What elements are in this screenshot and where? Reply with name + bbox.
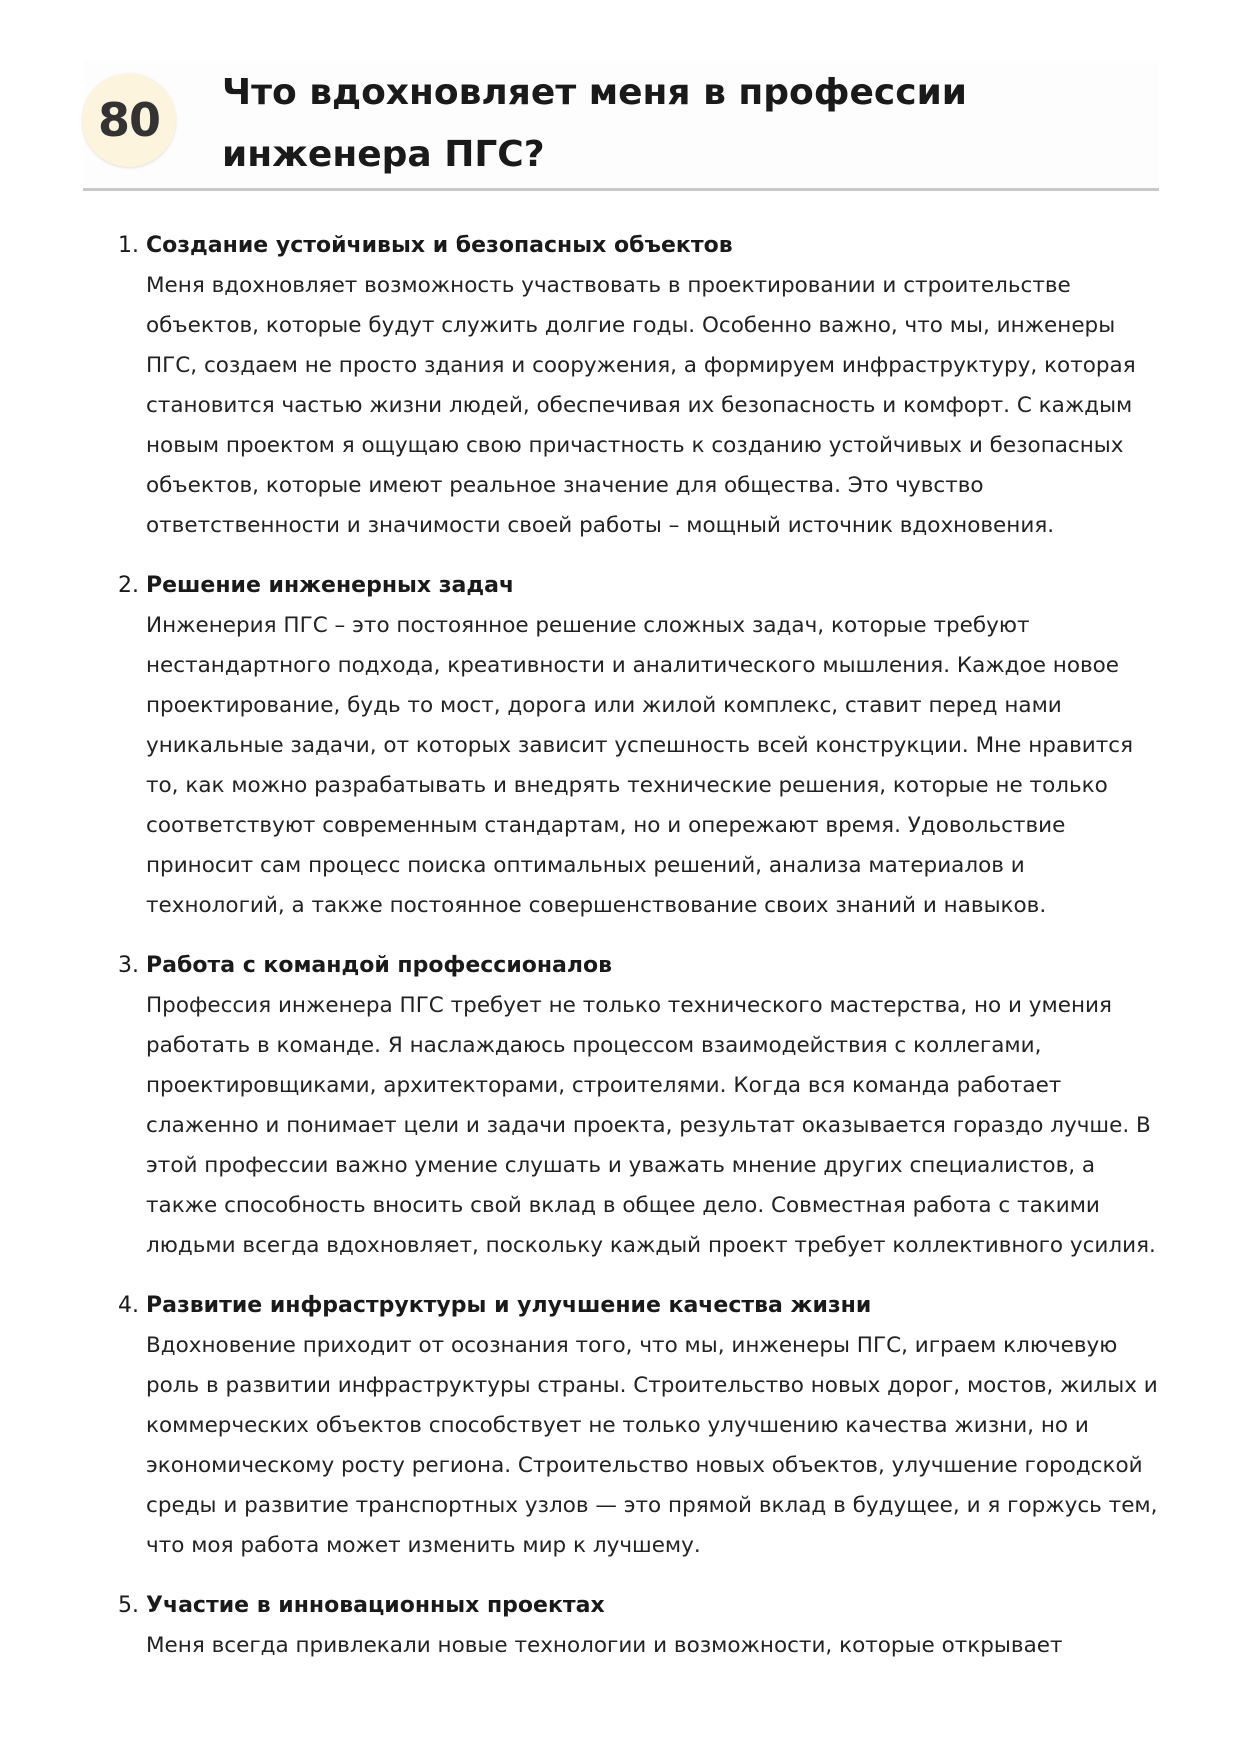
reasons-list <box>110 226 1160 1686</box>
list-item <box>110 1586 1160 1666</box>
item-title: Создание устойчивых и безопасных объектов <box>146 233 733 258</box>
item-number: 3. <box>118 953 139 978</box>
item-title: Работа с командой профессионалов <box>146 953 613 978</box>
item-text: Меня вдохновляет возможность участвовать в проектировании и строительстве объектов, которые будут служить долгие годы. Особенно важно, что мы, инженеры ПГС, создаем не просто здания и сооружения, а формируем инфраструктуру, которая становится частью жизни людей, обеспечивая их безопасность и комфорт. С каждым новым проектом я ощущаю свою причастность к созданию устойчивых и безопасных объектов, которые имеют реальное значение для общества. Это чувство ответственности и значимости своей работы – мощный источник вдохновения. <box>146 273 1136 538</box>
list-item <box>110 1286 1160 1566</box>
list-item <box>110 946 1160 1266</box>
page-number-badge: 80 <box>82 73 176 167</box>
list-item <box>110 226 1160 546</box>
item-title: Развитие инфраструктуры и улучшение качества жизни <box>146 1293 872 1318</box>
item-title: Решение инженерных задач <box>146 573 515 598</box>
item-text: Меня всегда привлекали новые технологии и возможности, которые открывает <box>146 1633 1063 1658</box>
item-number: 2. <box>118 573 139 598</box>
item-text: Вдохновение приходит от осознания того, что мы, инженеры ПГС, играем ключевую роль в развитии инфраструктуры страны. Строительство новых дорог, мостов, жилых и коммерческих объектов способствует не только улучшению качества жизни, но и экономическому росту региона. Строительство новых объектов, улучшение городской среды и развитие транспортных узлов — это прямой вклад в будущее, и я горжусь тем, что моя работа может изменить мир к лучшему. <box>146 1333 1158 1558</box>
item-number: 5. <box>118 1593 139 1618</box>
item-number: 1. <box>118 233 139 258</box>
list-item <box>110 566 1160 926</box>
item-number: 4. <box>118 1293 139 1318</box>
item-text: Профессия инженера ПГС требует не только технического мастерства, но и умения работать в команде. Я наслаждаюсь процессом взаимодействия с коллегами, проектировщиками, архитекторами, строителями. Когда вся команда работает слаженно и понимает цели и задачи проекта, результат оказывается гораздо лучше. В этой профессии важно умение слушать и уважать мнение других специалистов, а также способность вносить свой вклад в общее дело. Совместная работа с такими людьми всегда вдохновляет, поскольку каждый проект требует коллективного усилия. <box>146 993 1156 1258</box>
item-text: Инженерия ПГС – это постоянное решение сложных задач, которые требуют нестандартного подхода, креативности и аналитического мышления. Каждое новое проектирование, будь то мост, дорога или жилой комплекс, ставит перед нами уникальные задачи, от которых зависит успешность всей конструкции. Мне нравится то, как можно разрабатывать и внедрять технические решения, которые не только соответствуют современным стандартам, но и опережают время. Удовольствие приносит сам процесс поиска оптимальных решений, анализа материалов и технологий, а также постоянное совершенствование своих знаний и навыков. <box>146 613 1134 918</box>
page-title: Что вдохновляет меня в профессии инженера ПГС? <box>222 72 968 175</box>
item-title: Участие в инновационных проектах <box>146 1593 605 1618</box>
